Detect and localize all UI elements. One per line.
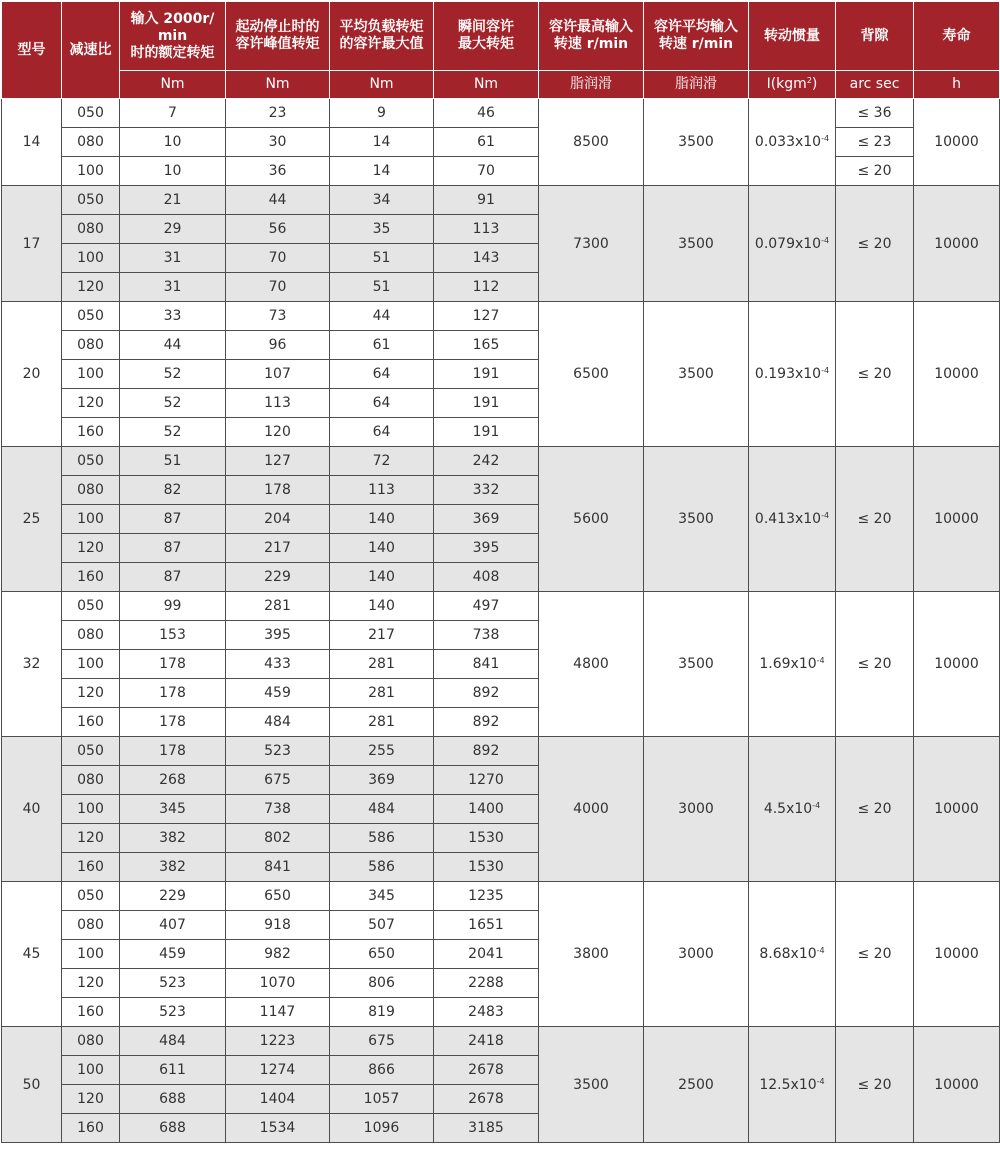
life-cell: 10000 bbox=[914, 302, 1000, 447]
avg-load-torque-cell: 72 bbox=[330, 447, 434, 476]
avg-input-speed-cell: 3500 bbox=[644, 99, 749, 186]
rated-torque-cell: 10 bbox=[120, 128, 226, 157]
rated-torque-cell: 21 bbox=[120, 186, 226, 215]
rated-torque-cell: 52 bbox=[120, 418, 226, 447]
instant-torque-cell: 369 bbox=[434, 505, 539, 534]
header-instant-torque: 瞬间容许 最大转矩 bbox=[434, 2, 539, 71]
rated-torque-cell: 87 bbox=[120, 534, 226, 563]
unit-inertia-exp: 2 bbox=[806, 76, 812, 85]
unit-inertia bbox=[749, 71, 836, 99]
ratio-cell: 100 bbox=[62, 157, 120, 186]
ratio-cell: 050 bbox=[62, 99, 120, 128]
table-row bbox=[2, 882, 1000, 911]
inertia-cell bbox=[749, 882, 836, 1027]
ratio-cell: 100 bbox=[62, 795, 120, 824]
avg-load-torque-cell: 281 bbox=[330, 679, 434, 708]
backlash-cell: ≤ 20 bbox=[836, 882, 914, 1027]
header-peak-torque: 起动停止时的 容许峰值转矩 bbox=[226, 2, 330, 71]
peak-torque-cell: 395 bbox=[226, 621, 330, 650]
ratio-cell: 080 bbox=[62, 1027, 120, 1056]
ratio-cell: 050 bbox=[62, 592, 120, 621]
rated-torque-cell: 31 bbox=[120, 273, 226, 302]
avg-load-torque-cell: 819 bbox=[330, 998, 434, 1027]
inertia-cell bbox=[749, 592, 836, 737]
rated-torque-cell: 51 bbox=[120, 447, 226, 476]
model-cell: 50 bbox=[2, 1027, 62, 1143]
peak-torque-cell: 738 bbox=[226, 795, 330, 824]
avg-load-torque-cell: 281 bbox=[330, 708, 434, 737]
rated-torque-cell: 268 bbox=[120, 766, 226, 795]
header-row-units bbox=[2, 71, 1000, 99]
avg-load-torque-cell: 14 bbox=[330, 128, 434, 157]
life-cell: 10000 bbox=[914, 186, 1000, 302]
inertia-cell bbox=[749, 737, 836, 882]
peak-torque-cell: 484 bbox=[226, 708, 330, 737]
rated-torque-cell: 82 bbox=[120, 476, 226, 505]
instant-torque-cell: 112 bbox=[434, 273, 539, 302]
ratio-cell: 080 bbox=[62, 128, 120, 157]
rated-torque-cell: 407 bbox=[120, 911, 226, 940]
unit-instant-torque: Nm bbox=[434, 71, 539, 99]
instant-torque-cell: 2483 bbox=[434, 998, 539, 1027]
max-input-speed-cell: 3800 bbox=[539, 882, 644, 1027]
rated-torque-cell: 31 bbox=[120, 244, 226, 273]
ratio-cell: 050 bbox=[62, 737, 120, 766]
peak-torque-cell: 229 bbox=[226, 563, 330, 592]
instant-torque-cell: 2041 bbox=[434, 940, 539, 969]
rated-torque-cell: 382 bbox=[120, 853, 226, 882]
rated-torque-cell: 87 bbox=[120, 563, 226, 592]
inertia-base: 0.413x10 bbox=[754, 511, 822, 527]
avg-load-torque-cell: 806 bbox=[330, 969, 434, 998]
backlash-cell: ≤ 20 bbox=[836, 157, 914, 186]
avg-load-torque-cell: 113 bbox=[330, 476, 434, 505]
unit-inertia-base: I(kgm bbox=[766, 76, 807, 92]
avg-load-torque-cell: 866 bbox=[330, 1056, 434, 1085]
peak-torque-cell: 30 bbox=[226, 128, 330, 157]
inertia-cell bbox=[749, 302, 836, 447]
backlash-cell: ≤ 20 bbox=[836, 447, 914, 592]
avg-input-speed-cell: 2500 bbox=[644, 1027, 749, 1143]
inertia-exponent: -4 bbox=[821, 366, 830, 375]
max-input-speed-cell: 8500 bbox=[539, 99, 644, 186]
peak-torque-cell: 178 bbox=[226, 476, 330, 505]
inertia-exponent: -4 bbox=[812, 801, 821, 810]
inertia-cell bbox=[749, 1027, 836, 1143]
max-input-speed-cell: 3500 bbox=[539, 1027, 644, 1143]
life-cell: 10000 bbox=[914, 737, 1000, 882]
model-cell: 25 bbox=[2, 447, 62, 592]
rated-torque-cell: 345 bbox=[120, 795, 226, 824]
avg-load-torque-cell: 64 bbox=[330, 418, 434, 447]
backlash-cell: ≤ 23 bbox=[836, 128, 914, 157]
model-cell: 17 bbox=[2, 186, 62, 302]
peak-torque-cell: 1070 bbox=[226, 969, 330, 998]
avg-input-speed-cell: 3500 bbox=[644, 447, 749, 592]
model-cell: 14 bbox=[2, 99, 62, 186]
avg-load-torque-cell: 140 bbox=[330, 505, 434, 534]
inertia-exponent: -4 bbox=[821, 511, 830, 520]
rated-torque-cell: 10 bbox=[120, 157, 226, 186]
instant-torque-cell: 91 bbox=[434, 186, 539, 215]
rated-torque-cell: 459 bbox=[120, 940, 226, 969]
instant-torque-cell: 1270 bbox=[434, 766, 539, 795]
ratio-cell: 120 bbox=[62, 969, 120, 998]
avg-load-torque-cell: 34 bbox=[330, 186, 434, 215]
avg-load-torque-cell: 140 bbox=[330, 592, 434, 621]
avg-load-torque-cell: 1057 bbox=[330, 1085, 434, 1114]
avg-load-torque-cell: 44 bbox=[330, 302, 434, 331]
avg-load-torque-cell: 255 bbox=[330, 737, 434, 766]
max-input-speed-cell: 4800 bbox=[539, 592, 644, 737]
instant-torque-cell: 113 bbox=[434, 215, 539, 244]
life-cell: 10000 bbox=[914, 99, 1000, 186]
rated-torque-cell: 688 bbox=[120, 1114, 226, 1143]
instant-torque-cell: 191 bbox=[434, 360, 539, 389]
unit-rated-torque: Nm bbox=[120, 71, 226, 99]
ratio-cell: 160 bbox=[62, 853, 120, 882]
instant-torque-cell: 738 bbox=[434, 621, 539, 650]
instant-torque-cell: 70 bbox=[434, 157, 539, 186]
model-cell: 20 bbox=[2, 302, 62, 447]
ratio-cell: 160 bbox=[62, 708, 120, 737]
rated-torque-cell: 382 bbox=[120, 824, 226, 853]
instant-torque-cell: 841 bbox=[434, 650, 539, 679]
unit-avg-load-torque: Nm bbox=[330, 71, 434, 99]
avg-load-torque-cell: 64 bbox=[330, 360, 434, 389]
table-row bbox=[2, 1027, 1000, 1056]
ratio-cell: 080 bbox=[62, 911, 120, 940]
inertia-base: 1.69x10 bbox=[759, 656, 817, 672]
peak-torque-cell: 204 bbox=[226, 505, 330, 534]
rated-torque-cell: 153 bbox=[120, 621, 226, 650]
instant-torque-cell: 2678 bbox=[434, 1056, 539, 1085]
peak-torque-cell: 1223 bbox=[226, 1027, 330, 1056]
inertia-exponent: -4 bbox=[816, 1076, 825, 1086]
instant-torque-cell: 1400 bbox=[434, 795, 539, 824]
peak-torque-cell: 36 bbox=[226, 157, 330, 186]
peak-torque-cell: 120 bbox=[226, 418, 330, 447]
header-life: 寿命 bbox=[914, 2, 1000, 71]
ratio-cell: 050 bbox=[62, 186, 120, 215]
instant-torque-cell: 2678 bbox=[434, 1085, 539, 1114]
header-backlash: 背隙 bbox=[836, 2, 914, 71]
rated-torque-cell: 178 bbox=[120, 708, 226, 737]
ratio-cell: 120 bbox=[62, 273, 120, 302]
unit-max-input-speed: 脂润滑 bbox=[539, 71, 644, 99]
ratio-cell: 080 bbox=[62, 476, 120, 505]
peak-torque-cell: 281 bbox=[226, 592, 330, 621]
ratio-cell: 120 bbox=[62, 1085, 120, 1114]
header-row-titles bbox=[2, 2, 1000, 71]
ratio-cell: 120 bbox=[62, 534, 120, 563]
ratio-cell: 160 bbox=[62, 1114, 120, 1143]
backlash-cell: ≤ 36 bbox=[836, 99, 914, 128]
avg-input-speed-cell: 3000 bbox=[644, 882, 749, 1027]
ratio-cell: 050 bbox=[62, 302, 120, 331]
model-cell: 40 bbox=[2, 737, 62, 882]
peak-torque-cell: 73 bbox=[226, 302, 330, 331]
inertia-base: 0.079x10 bbox=[754, 235, 822, 252]
ratio-cell: 120 bbox=[62, 389, 120, 418]
avg-load-torque-cell: 586 bbox=[330, 824, 434, 853]
header-avg-input-speed: 容许平均输入 转速 r/min bbox=[644, 2, 749, 71]
backlash-cell: ≤ 20 bbox=[836, 302, 914, 447]
instant-torque-cell: 497 bbox=[434, 592, 539, 621]
peak-torque-cell: 23 bbox=[226, 99, 330, 128]
avg-load-torque-cell: 369 bbox=[330, 766, 434, 795]
avg-load-torque-cell: 51 bbox=[330, 244, 434, 273]
rated-torque-cell: 52 bbox=[120, 360, 226, 389]
peak-torque-cell: 217 bbox=[226, 534, 330, 563]
avg-load-torque-cell: 14 bbox=[330, 157, 434, 186]
table-body bbox=[2, 99, 1000, 1143]
rated-torque-cell: 523 bbox=[120, 969, 226, 998]
ratio-cell: 120 bbox=[62, 824, 120, 853]
instant-torque-cell: 46 bbox=[434, 99, 539, 128]
instant-torque-cell: 1530 bbox=[434, 853, 539, 882]
header-model: 型号 bbox=[2, 2, 62, 99]
ratio-cell: 160 bbox=[62, 998, 120, 1027]
rated-torque-cell: 33 bbox=[120, 302, 226, 331]
unit-life: h bbox=[914, 71, 1000, 99]
peak-torque-cell: 70 bbox=[226, 273, 330, 302]
instant-torque-cell: 395 bbox=[434, 534, 539, 563]
avg-load-torque-cell: 51 bbox=[330, 273, 434, 302]
inertia-base: 0.193x10 bbox=[754, 366, 822, 382]
peak-torque-cell: 113 bbox=[226, 389, 330, 418]
table-row bbox=[2, 128, 1000, 157]
rated-torque-cell: 611 bbox=[120, 1056, 226, 1085]
max-input-speed-cell: 5600 bbox=[539, 447, 644, 592]
unit-backlash: arc sec bbox=[836, 71, 914, 99]
instant-torque-cell: 892 bbox=[434, 679, 539, 708]
peak-torque-cell: 1147 bbox=[226, 998, 330, 1027]
backlash-cell: ≤ 20 bbox=[836, 1027, 914, 1143]
inertia-exponent: -4 bbox=[821, 134, 830, 143]
peak-torque-cell: 650 bbox=[226, 882, 330, 911]
ratio-cell: 050 bbox=[62, 882, 120, 911]
rated-torque-cell: 29 bbox=[120, 215, 226, 244]
avg-load-torque-cell: 484 bbox=[330, 795, 434, 824]
avg-input-speed-cell: 3500 bbox=[644, 186, 749, 302]
instant-torque-cell: 892 bbox=[434, 737, 539, 766]
ratio-cell: 100 bbox=[62, 650, 120, 679]
table-row bbox=[2, 99, 1000, 128]
avg-load-torque-cell: 281 bbox=[330, 650, 434, 679]
rated-torque-cell: 7 bbox=[120, 99, 226, 128]
rated-torque-cell: 178 bbox=[120, 650, 226, 679]
header-rated-torque: 输入 2000r/ min 时的额定转矩 bbox=[120, 2, 226, 71]
rated-torque-cell: 99 bbox=[120, 592, 226, 621]
inertia-cell bbox=[749, 447, 836, 592]
avg-load-torque-cell: 675 bbox=[330, 1027, 434, 1056]
avg-load-torque-cell: 650 bbox=[330, 940, 434, 969]
instant-torque-cell: 1530 bbox=[434, 824, 539, 853]
ratio-cell: 080 bbox=[62, 331, 120, 360]
instant-torque-cell: 165 bbox=[434, 331, 539, 360]
peak-torque-cell: 96 bbox=[226, 331, 330, 360]
peak-torque-cell: 433 bbox=[226, 650, 330, 679]
max-input-speed-cell: 4000 bbox=[539, 737, 644, 882]
avg-load-torque-cell: 64 bbox=[330, 389, 434, 418]
instant-torque-cell: 2418 bbox=[434, 1027, 539, 1056]
unit-peak-torque: Nm bbox=[226, 71, 330, 99]
peak-torque-cell: 127 bbox=[226, 447, 330, 476]
avg-load-torque-cell: 140 bbox=[330, 563, 434, 592]
ratio-cell: 080 bbox=[62, 766, 120, 795]
ratio-cell: 080 bbox=[62, 621, 120, 650]
avg-load-torque-cell: 586 bbox=[330, 853, 434, 882]
peak-torque-cell: 1274 bbox=[226, 1056, 330, 1085]
max-input-speed-cell: 6500 bbox=[539, 302, 644, 447]
peak-torque-cell: 459 bbox=[226, 679, 330, 708]
rated-torque-cell: 178 bbox=[120, 679, 226, 708]
instant-torque-cell: 3185 bbox=[434, 1114, 539, 1143]
rated-torque-cell: 523 bbox=[120, 998, 226, 1027]
life-cell: 10000 bbox=[914, 1027, 1000, 1143]
inertia-exponent: -4 bbox=[816, 656, 825, 665]
instant-torque-cell: 1651 bbox=[434, 911, 539, 940]
header-max-input-speed: 容许最高输入 转速 r/min bbox=[539, 2, 644, 71]
peak-torque-cell: 44 bbox=[226, 186, 330, 215]
ratio-cell: 100 bbox=[62, 244, 120, 273]
backlash-cell: ≤ 20 bbox=[836, 592, 914, 737]
backlash-cell: ≤ 20 bbox=[836, 737, 914, 882]
table-header bbox=[2, 2, 1000, 99]
instant-torque-cell: 408 bbox=[434, 563, 539, 592]
avg-load-torque-cell: 217 bbox=[330, 621, 434, 650]
inertia-cell bbox=[749, 186, 836, 302]
instant-torque-cell: 892 bbox=[434, 708, 539, 737]
spec-table bbox=[1, 1, 1000, 1143]
instant-torque-cell: 191 bbox=[434, 418, 539, 447]
unit-inertia-close: ) bbox=[811, 76, 818, 92]
instant-torque-cell: 191 bbox=[434, 389, 539, 418]
inertia-base: 8.68x10 bbox=[759, 946, 817, 962]
inertia-base: 4.5x10 bbox=[763, 801, 813, 817]
rated-torque-cell: 52 bbox=[120, 389, 226, 418]
peak-torque-cell: 918 bbox=[226, 911, 330, 940]
avg-input-speed-cell: 3500 bbox=[644, 592, 749, 737]
ratio-cell: 160 bbox=[62, 563, 120, 592]
instant-torque-cell: 242 bbox=[434, 447, 539, 476]
model-cell: 45 bbox=[2, 882, 62, 1027]
inertia-exponent: -4 bbox=[821, 235, 830, 245]
rated-torque-cell: 688 bbox=[120, 1085, 226, 1114]
table-row bbox=[2, 186, 1000, 215]
life-cell: 10000 bbox=[914, 447, 1000, 592]
avg-load-torque-cell: 345 bbox=[330, 882, 434, 911]
ratio-cell: 160 bbox=[62, 418, 120, 447]
inertia-base: 12.5x10 bbox=[759, 1076, 817, 1093]
instant-torque-cell: 1235 bbox=[434, 882, 539, 911]
header-ratio: 减速比 bbox=[62, 2, 120, 99]
peak-torque-cell: 675 bbox=[226, 766, 330, 795]
life-cell: 10000 bbox=[914, 882, 1000, 1027]
instant-torque-cell: 2288 bbox=[434, 969, 539, 998]
ratio-cell: 100 bbox=[62, 940, 120, 969]
table-row bbox=[2, 737, 1000, 766]
table-row bbox=[2, 592, 1000, 621]
backlash-cell: ≤ 20 bbox=[836, 186, 914, 302]
inertia-cell bbox=[749, 99, 836, 186]
rated-torque-cell: 484 bbox=[120, 1027, 226, 1056]
ratio-cell: 100 bbox=[62, 360, 120, 389]
avg-load-torque-cell: 61 bbox=[330, 331, 434, 360]
instant-torque-cell: 143 bbox=[434, 244, 539, 273]
table-row bbox=[2, 157, 1000, 186]
max-input-speed-cell: 7300 bbox=[539, 186, 644, 302]
header-avg-load-torque: 平均负载转矩 的容许最大值 bbox=[330, 2, 434, 71]
peak-torque-cell: 802 bbox=[226, 824, 330, 853]
ratio-cell: 100 bbox=[62, 505, 120, 534]
avg-load-torque-cell: 140 bbox=[330, 534, 434, 563]
ratio-cell: 050 bbox=[62, 447, 120, 476]
inertia-base: 0.033x10 bbox=[754, 134, 822, 150]
life-cell: 10000 bbox=[914, 592, 1000, 737]
ratio-cell: 120 bbox=[62, 679, 120, 708]
avg-input-speed-cell: 3500 bbox=[644, 302, 749, 447]
inertia-exponent: -4 bbox=[816, 946, 825, 955]
peak-torque-cell: 56 bbox=[226, 215, 330, 244]
ratio-cell: 100 bbox=[62, 1056, 120, 1085]
avg-load-torque-cell: 35 bbox=[330, 215, 434, 244]
ratio-cell: 080 bbox=[62, 215, 120, 244]
table-row bbox=[2, 447, 1000, 476]
peak-torque-cell: 523 bbox=[226, 737, 330, 766]
peak-torque-cell: 841 bbox=[226, 853, 330, 882]
rated-torque-cell: 178 bbox=[120, 737, 226, 766]
avg-load-torque-cell: 9 bbox=[330, 99, 434, 128]
avg-input-speed-cell: 3000 bbox=[644, 737, 749, 882]
rated-torque-cell: 87 bbox=[120, 505, 226, 534]
instant-torque-cell: 61 bbox=[434, 128, 539, 157]
avg-load-torque-cell: 1096 bbox=[330, 1114, 434, 1143]
model-cell: 32 bbox=[2, 592, 62, 737]
unit-avg-input-speed: 脂润滑 bbox=[644, 71, 749, 99]
peak-torque-cell: 107 bbox=[226, 360, 330, 389]
peak-torque-cell: 70 bbox=[226, 244, 330, 273]
header-inertia: 转动惯量 bbox=[749, 2, 836, 71]
peak-torque-cell: 1534 bbox=[226, 1114, 330, 1143]
rated-torque-cell: 44 bbox=[120, 331, 226, 360]
peak-torque-cell: 982 bbox=[226, 940, 330, 969]
instant-torque-cell: 332 bbox=[434, 476, 539, 505]
peak-torque-cell: 1404 bbox=[226, 1085, 330, 1114]
table-row bbox=[2, 302, 1000, 331]
avg-load-torque-cell: 507 bbox=[330, 911, 434, 940]
instant-torque-cell: 127 bbox=[434, 302, 539, 331]
rated-torque-cell: 229 bbox=[120, 882, 226, 911]
